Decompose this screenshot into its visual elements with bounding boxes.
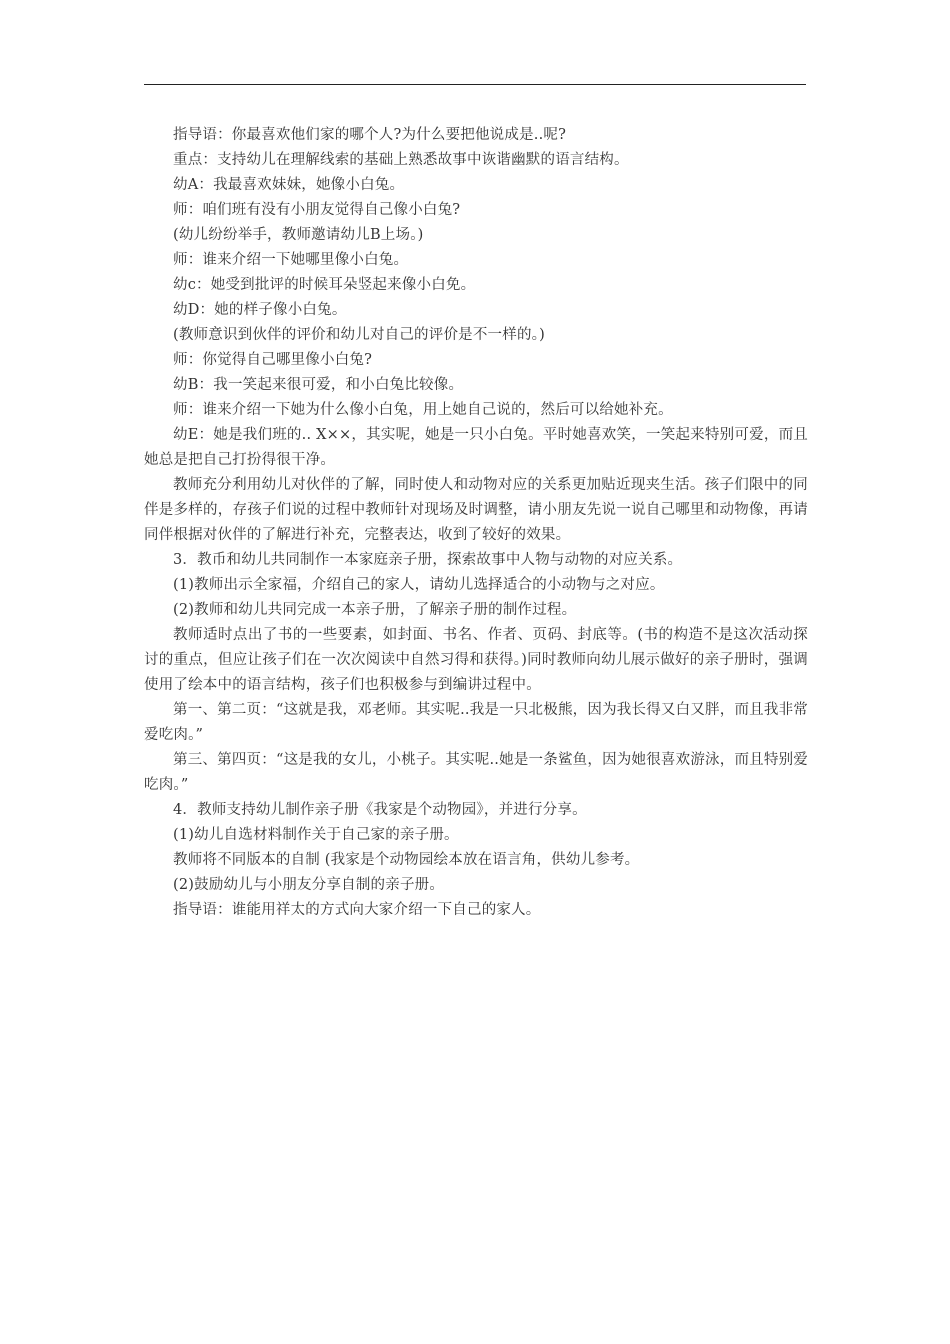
paragraph: 师：谁来介绍一下她为什么像小白兔，用上她自己说的，然后可以给她补充。 (173, 402, 673, 418)
paragraph: 第三、第四页：“这是我的女儿，小桃子。其实呢..她是一条鲨鱼，因为她很喜欢游泳，而且特别爱吃肉。” (144, 752, 808, 793)
header-rule (144, 84, 806, 85)
paragraph: 3．教币和幼儿共同制作一本家庭亲子册，探索故事中人物与动物的对应关系。 (173, 552, 683, 568)
document-body (144, 123, 808, 923)
paragraph: 4．教师支持幼儿制作亲子册《我家是个动物园》，并进行分享。 (173, 802, 587, 818)
paragraph: (2)鼓励幼儿与小朋友分享自制的亲子册。 (173, 877, 445, 893)
paragraph: 幼c：她受到批评的时候耳朵竖起来像小白免。 (173, 277, 476, 293)
paragraph: 幼E：她是我们班的.. X××，其实呢，她是一只小白兔。平时她喜欢笑，一笑起来特别可爱，而且她总是把自己打扮得很干净。 (144, 427, 808, 468)
paragraph: 指导语：谁能用祥太的方式向大家介绍一下自己的家人。 (173, 902, 541, 918)
paragraph: (教师意识到伙伴的评价和幼儿对自己的评价是不一样的。) (173, 327, 545, 343)
paragraph: 师：咱们班有没有小朋友觉得自己像小白兔? (173, 202, 461, 218)
paragraph: 教师适时点出了书的一些要素，如封面、书名、作者、页码、封底等。(书的构造不是这次活动探讨的重点，但应让孩子们在一次次阅读中自然习得和获得。)同时教师向幼儿展示做好的亲子册时，强调使用了绘本中的语言结构，孩子们也积极参与到编讲过程中。 (144, 627, 808, 693)
paragraph: 教师充分利用幼儿对伙伴的了解，同时使人和动物对应的关系更加贴近现夹生活。孩子们限中的同伴是多样的，存孩子们说的过程中教师针对现场及时调整，请小朋友先说一说自己哪里和动物像，再请同伴根据对伙伴的了解进行补充，完整表达，收到了较好的效果。 (144, 477, 808, 543)
paragraph: (2)教师和幼儿共同完成一本亲子册，了解亲子册的制作过程。 (173, 602, 577, 618)
paragraph: 幼B：我一笑起来很可爱，和小白兔比较像。 (173, 377, 464, 393)
paragraph: 第一、第二页：“这就是我，邓老师。其实呢..我是一只北极熊，因为我长得又白又胖，而且我非常爱吃肉。” (144, 702, 808, 743)
paragraph: 幼D：她的样子像小白兔。 (173, 302, 347, 318)
paragraph: 重点：支持幼儿在理解线索的基础上熟悉故事中诙谐幽默的语言结构。 (173, 152, 629, 168)
paragraph: (1)幼儿自选材料制作关于自己家的亲子册。 (173, 827, 459, 843)
paragraph: 教师将不同版本的自制 (我家是个动物园绘本放在语言角，供幼儿参考。 (173, 852, 640, 868)
paragraph: 师：谁来介绍一下她哪里像小白兔。 (173, 252, 409, 268)
paragraph: 师：你觉得自己哪里像小白兔? (173, 352, 373, 368)
paragraph: (幼儿纷纷举手，教师邀请幼儿B上场。) (173, 227, 424, 243)
paragraph: (1)教师出示全家福，介绍自己的家人，请幼儿选择适合的小动物与之对应。 (173, 577, 665, 593)
paragraph: 指导语：你最喜欢他们家的哪个人?为什么要把他说成是..呢? (173, 127, 567, 143)
paragraph: 幼A：我最喜欢妹妹，她像小白兔。 (173, 177, 405, 193)
